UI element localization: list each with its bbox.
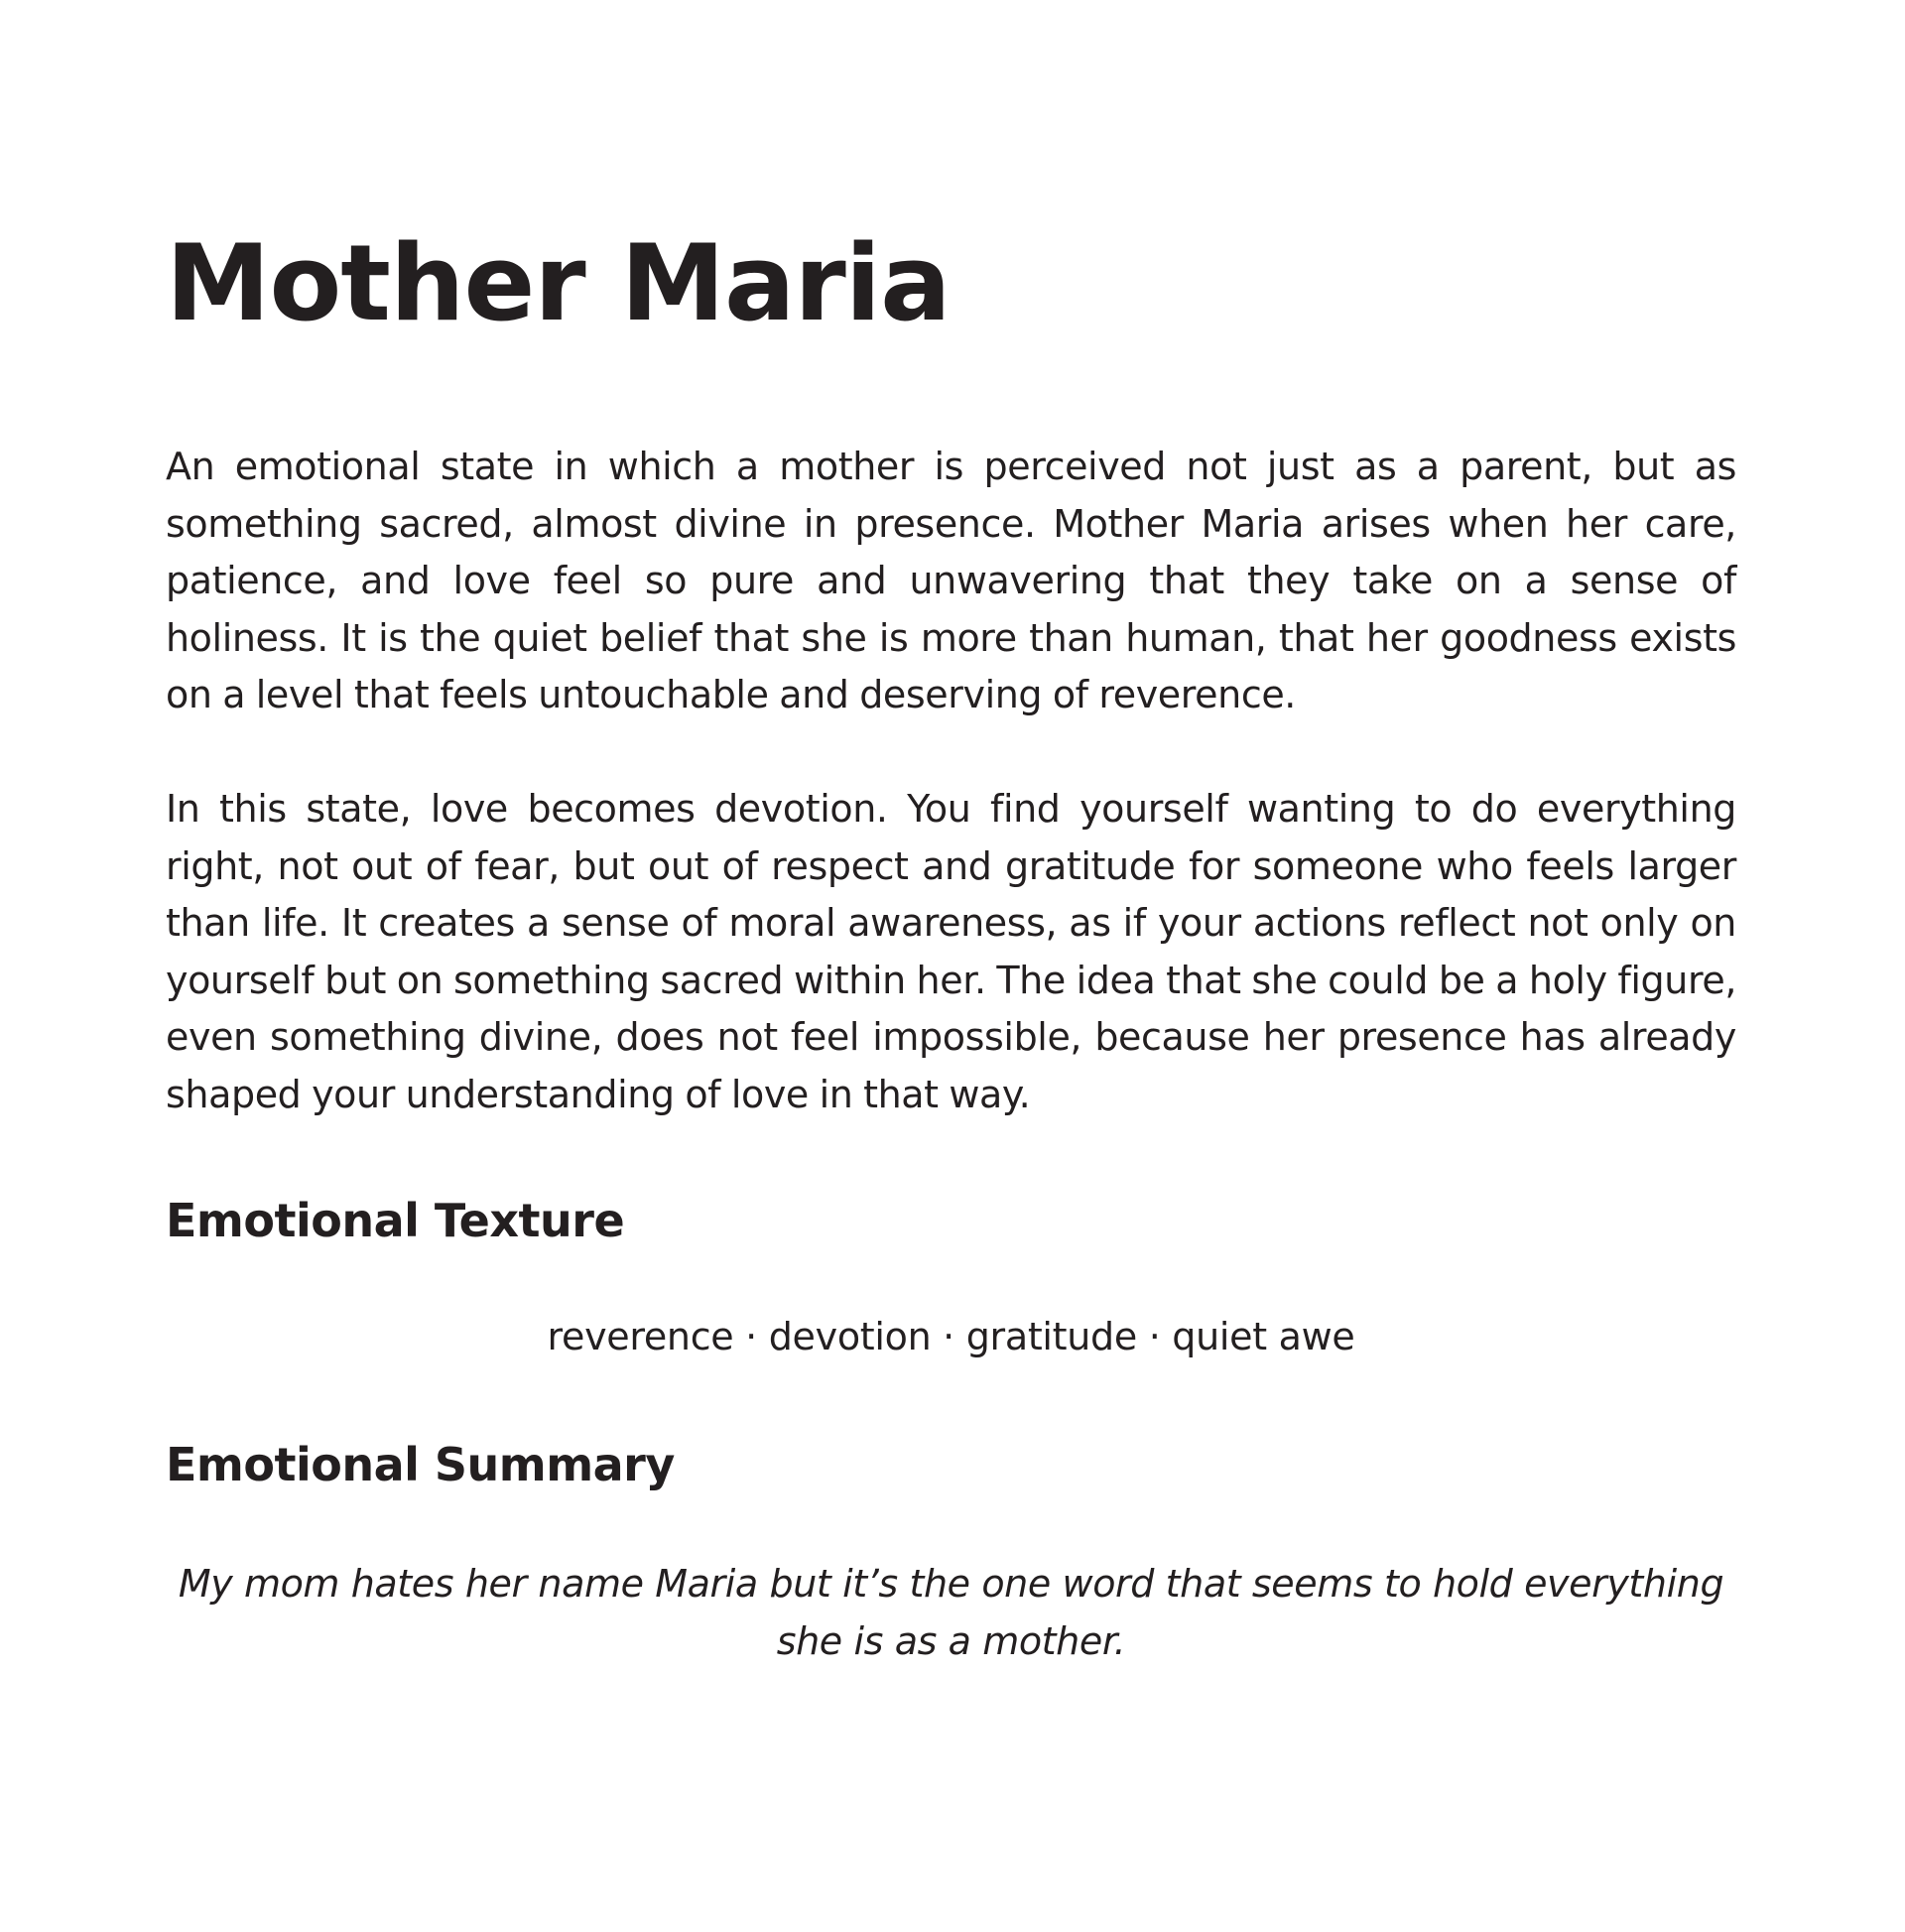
emotional-texture-heading: Emotional Texture bbox=[166, 1194, 625, 1247]
document-page bbox=[166, 0, 1736, 1932]
emotional-texture-words: reverence · devotion · gratitude · quiet awe bbox=[547, 1315, 1355, 1358]
devotion-paragraph: In this state, love becomes devotion. You find yourself wanting to do everything right, not out of fear, but out of respect and gratitude for someone who feels larger than life. It creates a sense of moral awareness, as if your actions reflect not only on yourself but on something sacred within her. The idea that she could be a holy figure, even something divine, does not feel impossible, because her presence has already shaped your understanding of love in that way. bbox=[166, 787, 1736, 1116]
emotional-summary-text: My mom hates her name Maria but it’s the one word that seems to hold everything she is as a mother. bbox=[178, 1562, 1724, 1663]
definition-paragraph: An emotional state in which a mother is perceived not just as a parent, but as something sacred, almost divine in presence. Mother Maria arises when her care, patience, and love feel so pure and unwavering that they take on a sense of holiness. It is the quiet belief that she is more than human, that her goodness exists on a level that feels untouchable and deserving of reverence. bbox=[166, 445, 1736, 716]
page-title: Mother Maria bbox=[166, 222, 951, 344]
emotional-summary-heading: Emotional Summary bbox=[166, 1438, 675, 1491]
